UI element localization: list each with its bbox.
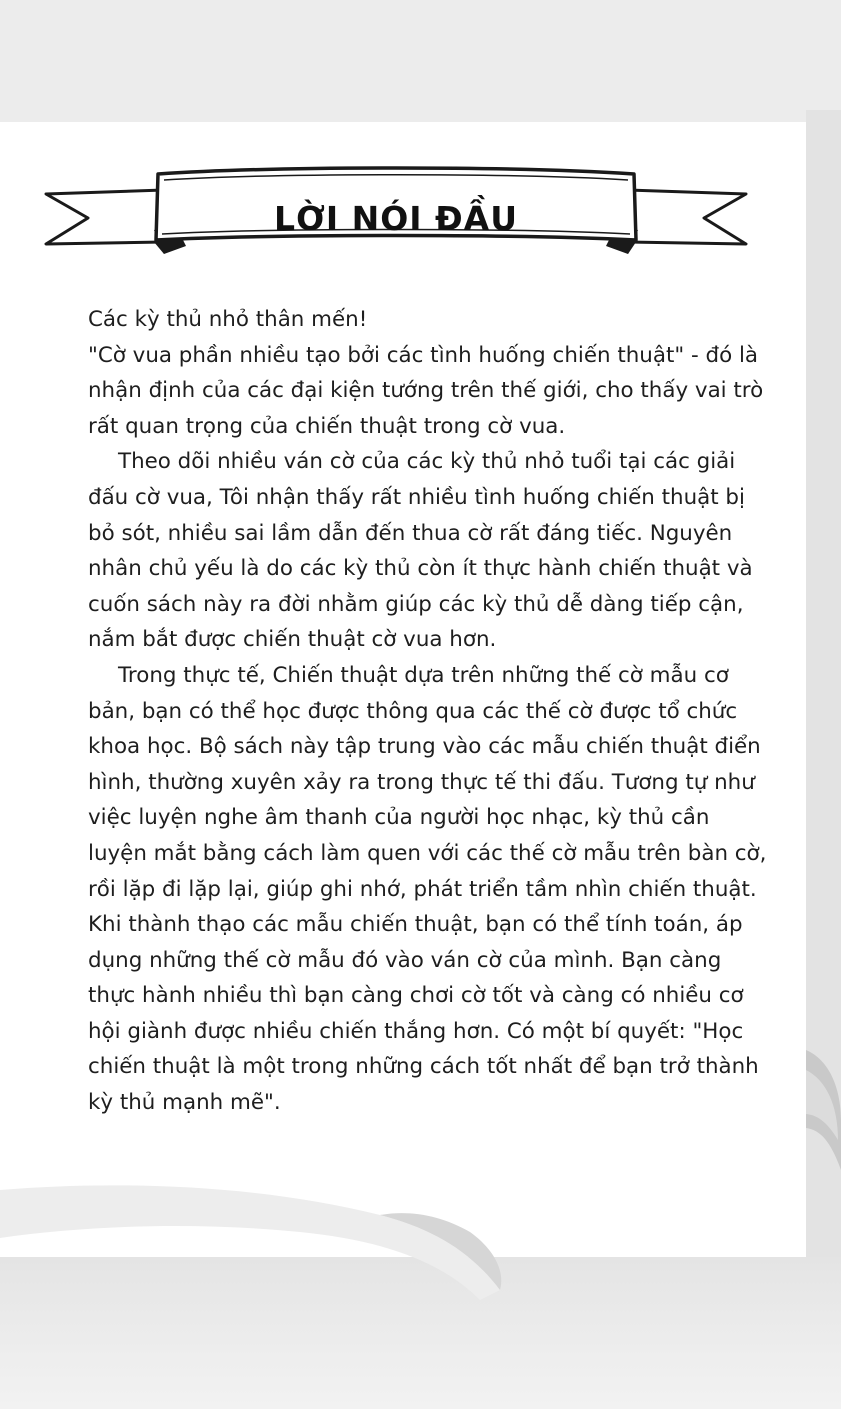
paragraph-3: Trong thực tế, Chiến thuật dựa trên những thế cờ mẫu cơ bản, bạn có thể học được thông qua các thế cờ được tổ chức khoa học. Bộ sách này tập trung vào các mẫu chiến thuật điển hình, thường xuyên xảy ra trong thực tế thi đấu. Tương tự như việc luyện nghe âm thanh của người học nhạc, kỳ thủ cần luyện mắt bằng cách làm quen với các thế cờ mẫu trên bàn cờ, rồi lặp đi lặp lại, giúp ghi nhớ, phát triển tầm nhìn chiến thuật. Khi thành thạo các mẫu chiến thuật, bạn có thể tính toán, áp dụng những thế cờ mẫu đó vào ván cờ của mình. Bạn càng thực hành nhiều thì bạn càng chơi cờ tốt và càng có nhiều cơ hội giành được nhiều chiến thắng hơn. Có một bí quyết: "Học chiến thuật là một trong những cách tốt nhất để bạn trở thành kỳ thủ mạnh mẽ". [88, 662, 767, 1116]
ribbon-heading-wrap [36, 160, 756, 270]
page-title: LỜI NÓI ĐẦU [273, 198, 519, 238]
preface-body [88, 302, 768, 1121]
paragraph-2: Theo dõi nhiều ván cờ của các kỳ thủ nhỏ tuổi tại các giải đấu cờ vua, Tôi nhận thấy rất nhiều tình huống chiến thuật bị bỏ sót, nhiều sai lầm dẫn đến thua cờ rất đáng tiếc. Nguyên nhân chủ yếu là do các kỳ thủ còn ít thực hành chiến thuật và cuốn sách này ra đời nhằm giúp các kỳ thủ dễ dàng tiếp cận, nắm bắt được chiến thuật cờ vua hơn. [88, 449, 753, 653]
greeting: Các kỳ thủ nhỏ thân mến! [88, 307, 368, 332]
paragraph-1: "Cờ vua phần nhiều tạo bởi các tình huống chiến thuật" - đó là nhận định của các đại kiện tướng trên thế giới, cho thấy vai trò rất quan trọng của chiến thuật trong cờ vua. [88, 342, 764, 439]
